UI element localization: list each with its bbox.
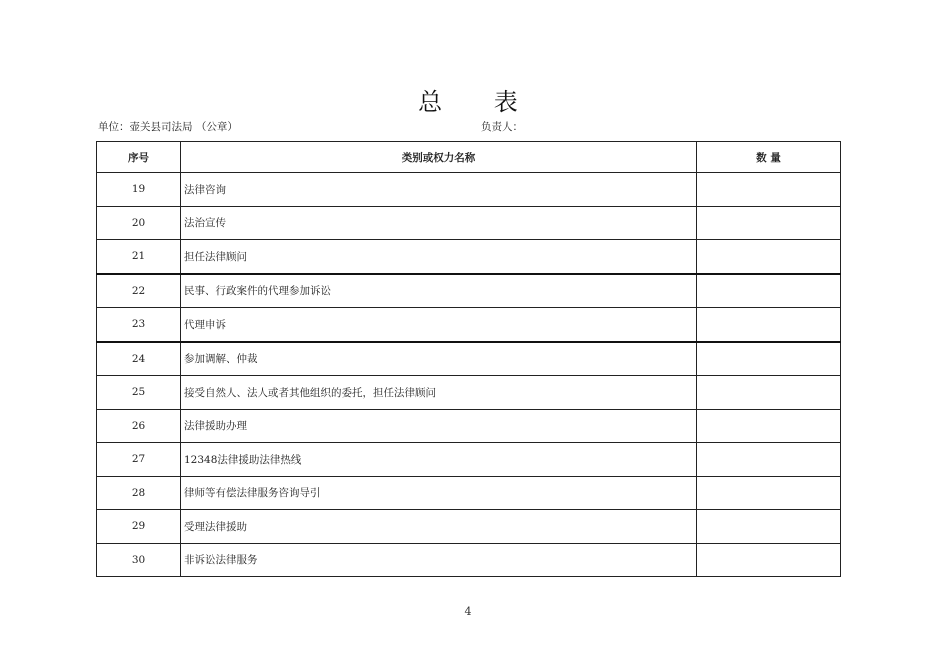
table-row xyxy=(97,206,841,240)
table-row xyxy=(97,543,841,577)
row-no: 25 xyxy=(97,376,181,410)
header-no: 序号 xyxy=(97,142,181,173)
table-row xyxy=(97,274,841,308)
row-no: 23 xyxy=(97,308,181,342)
row-quantity xyxy=(697,443,841,477)
table-row xyxy=(97,342,841,376)
row-quantity xyxy=(697,308,841,342)
row-quantity xyxy=(697,274,841,308)
row-name: 法律援助办理 xyxy=(181,409,697,443)
table-row xyxy=(97,476,841,510)
row-quantity xyxy=(697,240,841,274)
table-row xyxy=(97,376,841,410)
row-name: 律师等有偿法律服务咨询导引 xyxy=(181,476,697,510)
row-no: 19 xyxy=(97,173,181,207)
row-name: 受理法律援助 xyxy=(181,510,697,544)
row-name: 代理申诉 xyxy=(181,308,697,342)
row-quantity xyxy=(697,173,841,207)
row-no: 28 xyxy=(97,476,181,510)
row-name: 民事、行政案件的代理参加诉讼 xyxy=(181,274,697,308)
row-no: 30 xyxy=(97,543,181,577)
table-row xyxy=(97,443,841,477)
table-row xyxy=(97,308,841,342)
row-no: 26 xyxy=(97,409,181,443)
row-quantity xyxy=(697,376,841,410)
row-no: 22 xyxy=(97,274,181,308)
row-no: 21 xyxy=(97,240,181,274)
page-number: 4 xyxy=(464,605,472,618)
row-quantity xyxy=(697,543,841,577)
row-quantity xyxy=(697,342,841,376)
row-quantity xyxy=(697,476,841,510)
row-name: 接受自然人、法人或者其他组织的委托，担任法律顾问 xyxy=(181,376,697,410)
responsible-label: 负责人： xyxy=(481,121,523,133)
row-name: 非诉讼法律服务 xyxy=(181,543,697,577)
header-quantity: 数 量 xyxy=(697,142,841,173)
table-row xyxy=(97,510,841,544)
row-no: 27 xyxy=(97,443,181,477)
row-name: 参加调解、仲裁 xyxy=(181,342,697,376)
row-name: 担任法律顾问 xyxy=(181,240,697,274)
row-no: 24 xyxy=(97,342,181,376)
table-row xyxy=(97,173,841,207)
page-title: 总 表 xyxy=(418,88,540,116)
row-name: 法治宣传 xyxy=(181,206,697,240)
header-name: 类别或权力名称 xyxy=(181,142,697,173)
row-no: 29 xyxy=(97,510,181,544)
row-name: 12348法律援助法律热线 xyxy=(181,443,697,477)
row-quantity xyxy=(697,206,841,240)
summary-table xyxy=(96,141,841,577)
row-no: 20 xyxy=(97,206,181,240)
table-header-row xyxy=(97,142,841,173)
row-quantity xyxy=(697,409,841,443)
table-row xyxy=(97,409,841,443)
unit-label: 单位：壶关县司法局 （公章） xyxy=(98,121,238,133)
table-row xyxy=(97,240,841,274)
row-name: 法律咨询 xyxy=(181,173,697,207)
row-quantity xyxy=(697,510,841,544)
